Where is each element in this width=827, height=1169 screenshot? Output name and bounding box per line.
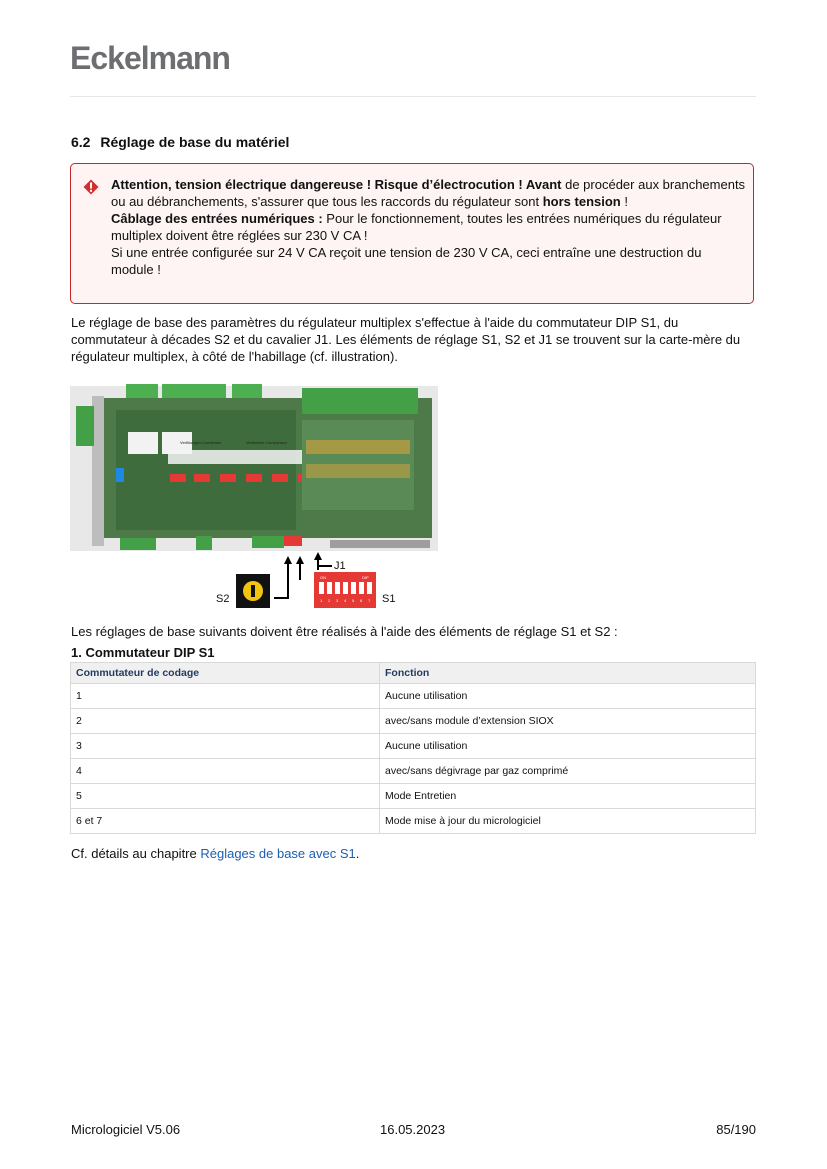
- warning-line-3: Si une entrée configurée sur 24 V CA reçoit une tension de 230 V CA, ceci entraîne une destruction du module !: [111, 245, 702, 277]
- table-row: [71, 809, 756, 834]
- table-row: [71, 734, 756, 759]
- dip-num-3: 3: [336, 598, 339, 603]
- warning-text-span: de procéder aux branchements ou au débranchements, s'assurer que tous les raccords du régulateur sont: [111, 177, 746, 209]
- warning-line-1: [111, 176, 747, 210]
- table-header: Fonction: [380, 663, 756, 684]
- label-j1: J1: [334, 560, 346, 572]
- table-cell: Aucune utilisation: [380, 684, 756, 709]
- warning-box: [70, 163, 754, 304]
- dip-subheading: 1. Commutateur DIP S1: [71, 645, 215, 660]
- warning-text-end: !: [620, 194, 628, 209]
- wiring-emphasis: Câblage des entrées numériques :: [111, 211, 323, 226]
- table-row: [71, 709, 756, 734]
- dip-switch-table: [70, 662, 756, 834]
- section-heading: [71, 134, 289, 150]
- dip-on-label: ON: [320, 575, 326, 580]
- label-s2: S2: [216, 593, 230, 605]
- table-row: [71, 684, 756, 709]
- warning-emphasis: Attention, tension électrique dangereuse ! Risque d’électrocution ! Avant: [111, 177, 562, 192]
- label-condenser: Verflüssiger Condenser: [180, 440, 222, 445]
- section-number: 6.2: [71, 134, 91, 150]
- warning-line-2: [111, 210, 747, 244]
- table-cell: Aucune utilisation: [380, 734, 756, 759]
- table-cell: 2: [71, 709, 380, 734]
- reference-prefix: Cf. détails au chapitre: [71, 846, 201, 861]
- footer-firmware: Micrologiciel V5.06: [71, 1122, 181, 1137]
- table-cell: 1: [71, 684, 380, 709]
- table-header-row: [71, 663, 756, 684]
- warning-emphasis-2: hors tension: [542, 194, 621, 209]
- settings-paragraph: Les réglages de base suivants doivent être réalisés à l'aide des éléments de réglage S1 et S2 :: [71, 624, 618, 639]
- dip-num-7: 7: [368, 598, 371, 603]
- wiring-text: Pour le fonctionnement, toutes les entrées numériques du régulateur multiplex doivent être réglées sur 230 V CA !: [111, 211, 722, 243]
- table-row: [71, 784, 756, 809]
- company-logo: Eckelmann: [70, 40, 230, 76]
- table-cell: avec/sans dégivrage par gaz comprimé: [380, 759, 756, 784]
- table-cell: 4: [71, 759, 380, 784]
- footer-page-number: 85/190: [716, 1122, 756, 1137]
- dip-num-1: 1: [320, 598, 323, 603]
- label-s1: S1: [382, 593, 396, 605]
- intro-paragraph: Le réglage de base des paramètres du régulateur multiplex s'effectue à l'aide du commutateur DIP S1, du commutateur à décades S2 et du cavalier J1. Les éléments de réglage S1, S2 et J1 se trouvent sur la carte-mère du régulateur multiplex, à côté de l'habillage (cf. illustration).: [71, 315, 741, 364]
- dip-num-4: 4: [344, 598, 347, 603]
- dip-label: DIP: [362, 575, 369, 580]
- dip-num-5: 5: [352, 598, 355, 603]
- footer-date: 16.05.2023: [380, 1122, 446, 1137]
- dip-num-6: 6: [360, 598, 363, 603]
- reference-line: [71, 846, 359, 861]
- warning-text: [111, 176, 747, 278]
- label-compressor: Verdichter Compressor: [246, 440, 287, 445]
- table-row: [71, 759, 756, 784]
- chapter-link[interactable]: Réglages de base avec S1: [200, 846, 356, 861]
- section-title: Réglage de base du matériel: [100, 134, 290, 150]
- table-cell: 6 et 7: [71, 809, 380, 834]
- table-header: Commutateur de codage: [71, 663, 380, 684]
- table-cell: 3: [71, 734, 380, 759]
- table-cell: avec/sans module d’extension SIOX: [380, 709, 756, 734]
- header-divider: [70, 96, 756, 97]
- dip-num-2: 2: [328, 598, 331, 603]
- table-cell: Mode mise à jour du micrologiciel: [380, 809, 756, 834]
- reference-suffix: .: [355, 846, 360, 861]
- warning-diamond-icon: [83, 179, 99, 195]
- table-cell: Mode Entretien: [380, 784, 756, 809]
- controller-board-photo: [70, 380, 438, 612]
- table-cell: 5: [71, 784, 380, 809]
